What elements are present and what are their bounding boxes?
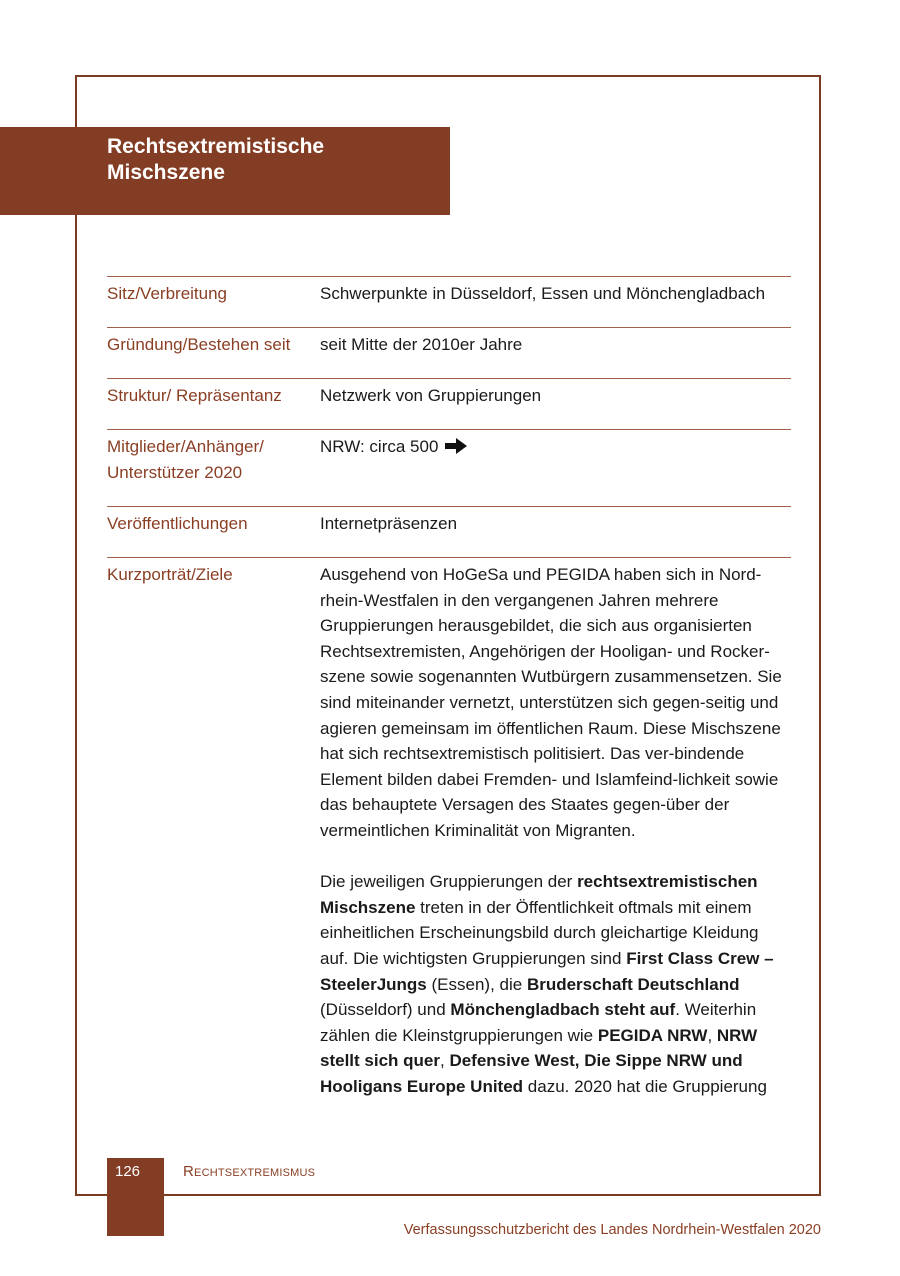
row-label-line-2: Unterstützer 2020 (107, 462, 243, 482)
row-label: Sitz/Verbreitung (107, 284, 228, 303)
table-row (107, 327, 791, 378)
row-label: Kurzporträt/Ziele (107, 565, 233, 584)
row-value: Schwerpunkte in Düsseldorf, Essen und Mönchengladbach (320, 284, 766, 303)
right-arrow-icon (445, 438, 467, 454)
row-value: Netzwerk von Gruppierungen (320, 386, 542, 405)
table-row (107, 429, 791, 506)
row-value: Internetpräsenzen (320, 514, 458, 533)
row-value (320, 434, 791, 506)
row-label: Veröffentlichungen (107, 514, 248, 533)
page-number: 126 (114, 1163, 141, 1180)
portrait-text (320, 562, 791, 1099)
profile-table (107, 276, 791, 1099)
section-name: Rechtsextremismus (183, 1163, 316, 1180)
table-row (107, 378, 791, 429)
row-label: Gründung/Bestehen seit (107, 335, 291, 354)
report-title: Verfassungsschutzbericht des Landes Nordrhein-Westfalen 2020 (403, 1222, 821, 1238)
members-count: NRW: circa 500 (320, 437, 439, 456)
row-label: Struktur/ Repräsentanz (107, 386, 282, 405)
portrait-paragraph-1: Ausgehend von HoGeSa und PEGIDA haben sich in Nord-rhein-Westfalen in den vergangenen Jahren mehrere Gruppierungen herausgebildet, die sich aus organisierten Rechtsextremisten, Angehörigen der Hooligan- und Rocker-szene sowie sogenannten Wutbürgern zusammensetzen. Sie sind miteinander vernetzt, unterstützen sich gegen-seitig und agieren gemeinsam im öffentlichen Raum. Diese Mischszene hat sich rechtsextremistisch politisiert. Das ver-bindende Element bilden dabei Fremden- und Islamfeind-lichkeit sowie das behauptete Versagen des Staates gegen-über der vermeintlichen Kriminalität von Migranten. (320, 565, 782, 840)
page-title-line-2: Mischszene (107, 161, 225, 184)
table-row (107, 506, 791, 557)
portrait-paragraph-2: Die jeweiligen Gruppierungen der rechtsextremistischen Mischszene treten in der Öffentlichkeit oftmals mit einem einheitlichen Erscheinungsbild durch gleichartige Kleidung auf. Die wichtigsten Gruppierungen sind First Class Crew – SteelerJungs (Essen), die Bruderschaft Deutschland (Düsseldorf) und Mönchengladbach steht auf. Weiterhin zählen die Kleinstgruppierungen wie PEGIDA NRW, NRW stellt sich quer, Defensive West, Die Sippe NRW und Hooligans Europe United dazu. 2020 hat die Gruppierung (320, 872, 774, 1096)
table-row (107, 557, 791, 1099)
section-title-block (0, 127, 450, 215)
row-label (107, 434, 320, 506)
row-value: seit Mitte der 2010er Jahre (320, 335, 523, 354)
table-row (107, 276, 791, 327)
page-title-line-1: Rechtsextremistische (107, 135, 325, 158)
row-label-line-1: Mitglieder/Anhänger/ (107, 437, 264, 456)
